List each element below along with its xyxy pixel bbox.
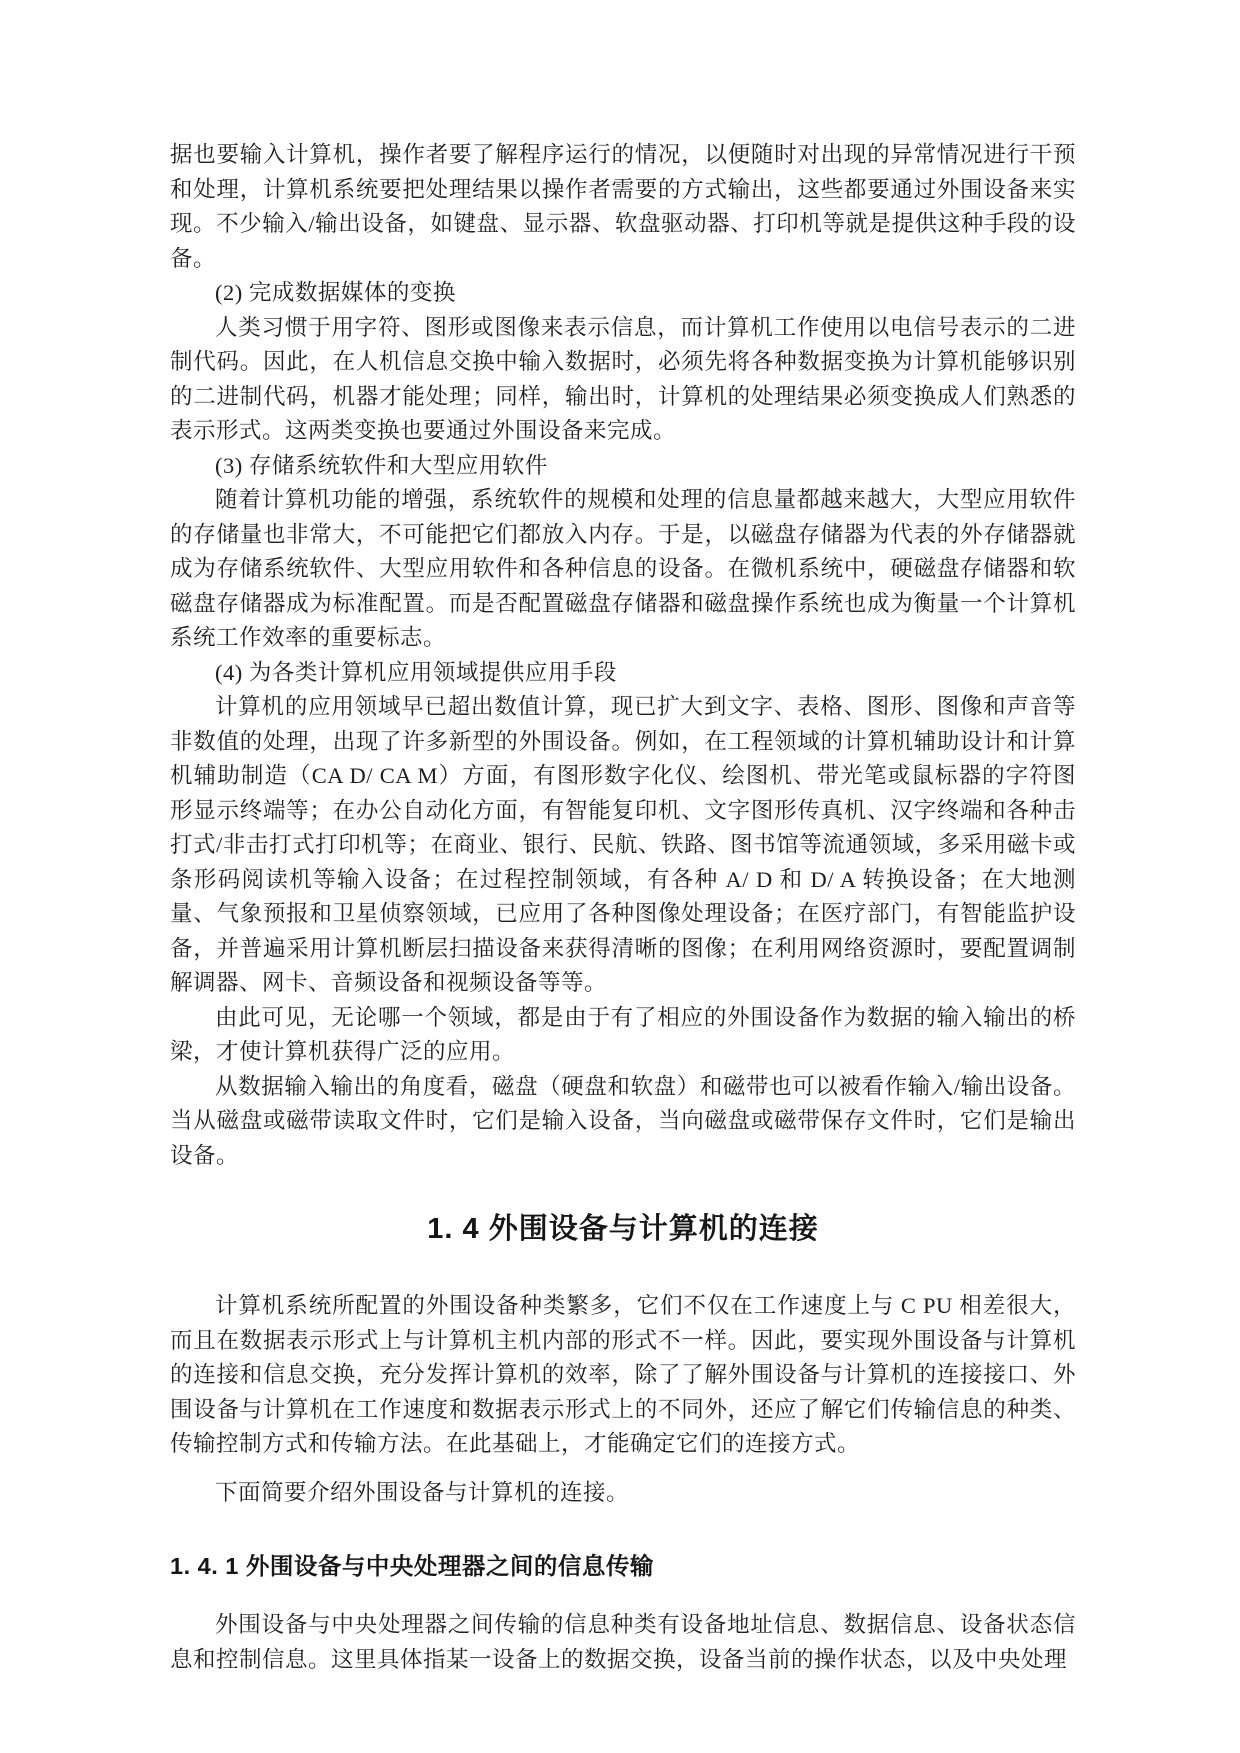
paragraph-info-transfer: 外围设备与中央处理器之间传输的信息种类有设备地址信息、数据信息、设备状态信息和控制信息。这里具体指某一设备上的数据交换，设备当前的操作状态，以及中央处理 xyxy=(170,1612,1076,1672)
paragraph-application-fields: 计算机的应用领域早已超出数值计算，现已扩大到文字、表格、图形、图像和声音等非数值的处理，出现了许多新型的外围设备。例如，在工程领域的计算机辅助设计和计算机辅助制造（CA D/ CA M）方面，有图形数字化仪、绘图机、带光笔或鼠标器的字符图形显示终端等；在办公自动化方面，有智能复印机、文字图形传真机、汉字终端和各种击打式/非击打式打印机等；在商业、银行、民航、铁路、图书馆等流通领域，多采用磁卡或条形码阅读机等输入设备；在过程控制领域，有各种 A/ D 和 D/ A 转换设备；在大地测量、气象预报和卫星侦察领域，已应用了各种图像处理设备；在医疗部门，有智能监护设备，并普遍采用计算机断层扫描设备来获得清晰的图像；在利用网络资源时，要配置调制解调器、网卡、音频设备和视频设备等等。 xyxy=(170,694,1076,995)
list-item-heading-4: (4) 为各类计算机应用领域提供应用手段 xyxy=(215,659,617,685)
paragraph-io-viewpoint: 从数据输入输出的角度看，磁盘（硬盘和软盘）和磁带也可以被看作输入/输出设备。当从磁盘或磁带读取文件时，它们是输入设备，当向磁盘或磁带保存文件时，它们是输出设备。 xyxy=(170,1073,1076,1168)
paragraph-conclusion: 由此可见，无论哪一个领域，都是由于有了相应的外围设备作为数据的输入输出的桥梁，才使计算机获得广泛的应用。 xyxy=(170,1004,1076,1064)
paragraph-storage-software: 随着计算机功能的增强，系统软件的规模和处理的信息量都越来越大，大型应用软件的存储量也非常大，不可能把它们都放入内存。于是，以磁盘存储器为代表的外存储器就成为存储系统软件、大型应用软件和各种信息的设备。在微机系统中，硬磁盘存储器和软磁盘存储器成为标准配置。而是否配置磁盘存储器和磁盘操作系统也成为衡量一个计算机系统工作效率的重要标志。 xyxy=(170,487,1076,650)
section-heading-1-4: 1. 4 外围设备与计算机的连接 xyxy=(427,1213,819,1245)
subsection-heading-1-4-1: 1. 4. 1 外围设备与中央处理器之间的信息传输 xyxy=(170,1553,654,1579)
list-item-heading-3: (3) 存储系统软件和大型应用软件 xyxy=(215,452,548,478)
text-block xyxy=(170,138,1076,1677)
paragraph-section-intro: 计算机系统所配置的外围设备种类繁多，它们不仅在工作速度上与 C PU 相差很大，而且在数据表示形式上与计算机主机内部的形式不一样。因此，要实现外围设备与计算机的连接和信息交换，充分发挥计算机的效率，除了了解外围设备与计算机的连接接口、外围设备与计算机在工作速度和数据表示形式上的不同外，还应了解它们传输信息的种类、传输控制方式和传输方法。在此基础上，才能确定它们的连接方式。 xyxy=(170,1293,1076,1456)
list-item-heading-2: (2) 完成数据媒体的变换 xyxy=(215,280,456,305)
paragraph-transition: 下面简要介绍外围设备与计算机的连接。 xyxy=(215,1479,630,1505)
paragraph-continued-from-previous-page: 据也要输入计算机，操作者要了解程序运行的情况，以便随时对出现的异常情况进行干预和处理，计算机系统要把处理结果以操作者需要的方式输出，这些都要通过外围设备来实现。不少输入/输出设备，如键盘、显示器、软盘驱动器、打印机等就是提供这种手段的设备。 xyxy=(170,142,1076,271)
paragraph-data-media-conversion: 人类习惯于用字符、图形或图像来表示信息，而计算机工作使用以电信号表示的二进制代码。因此，在人机信息交换中输入数据时，必须先将各种数据变换为计算机能够识别的二进制代码，机器才能处理；同样，输出时，计算机的处理结果必须变换成人们熟悉的表示形式。这两类变换也要通过外围设备来完成。 xyxy=(170,314,1076,443)
